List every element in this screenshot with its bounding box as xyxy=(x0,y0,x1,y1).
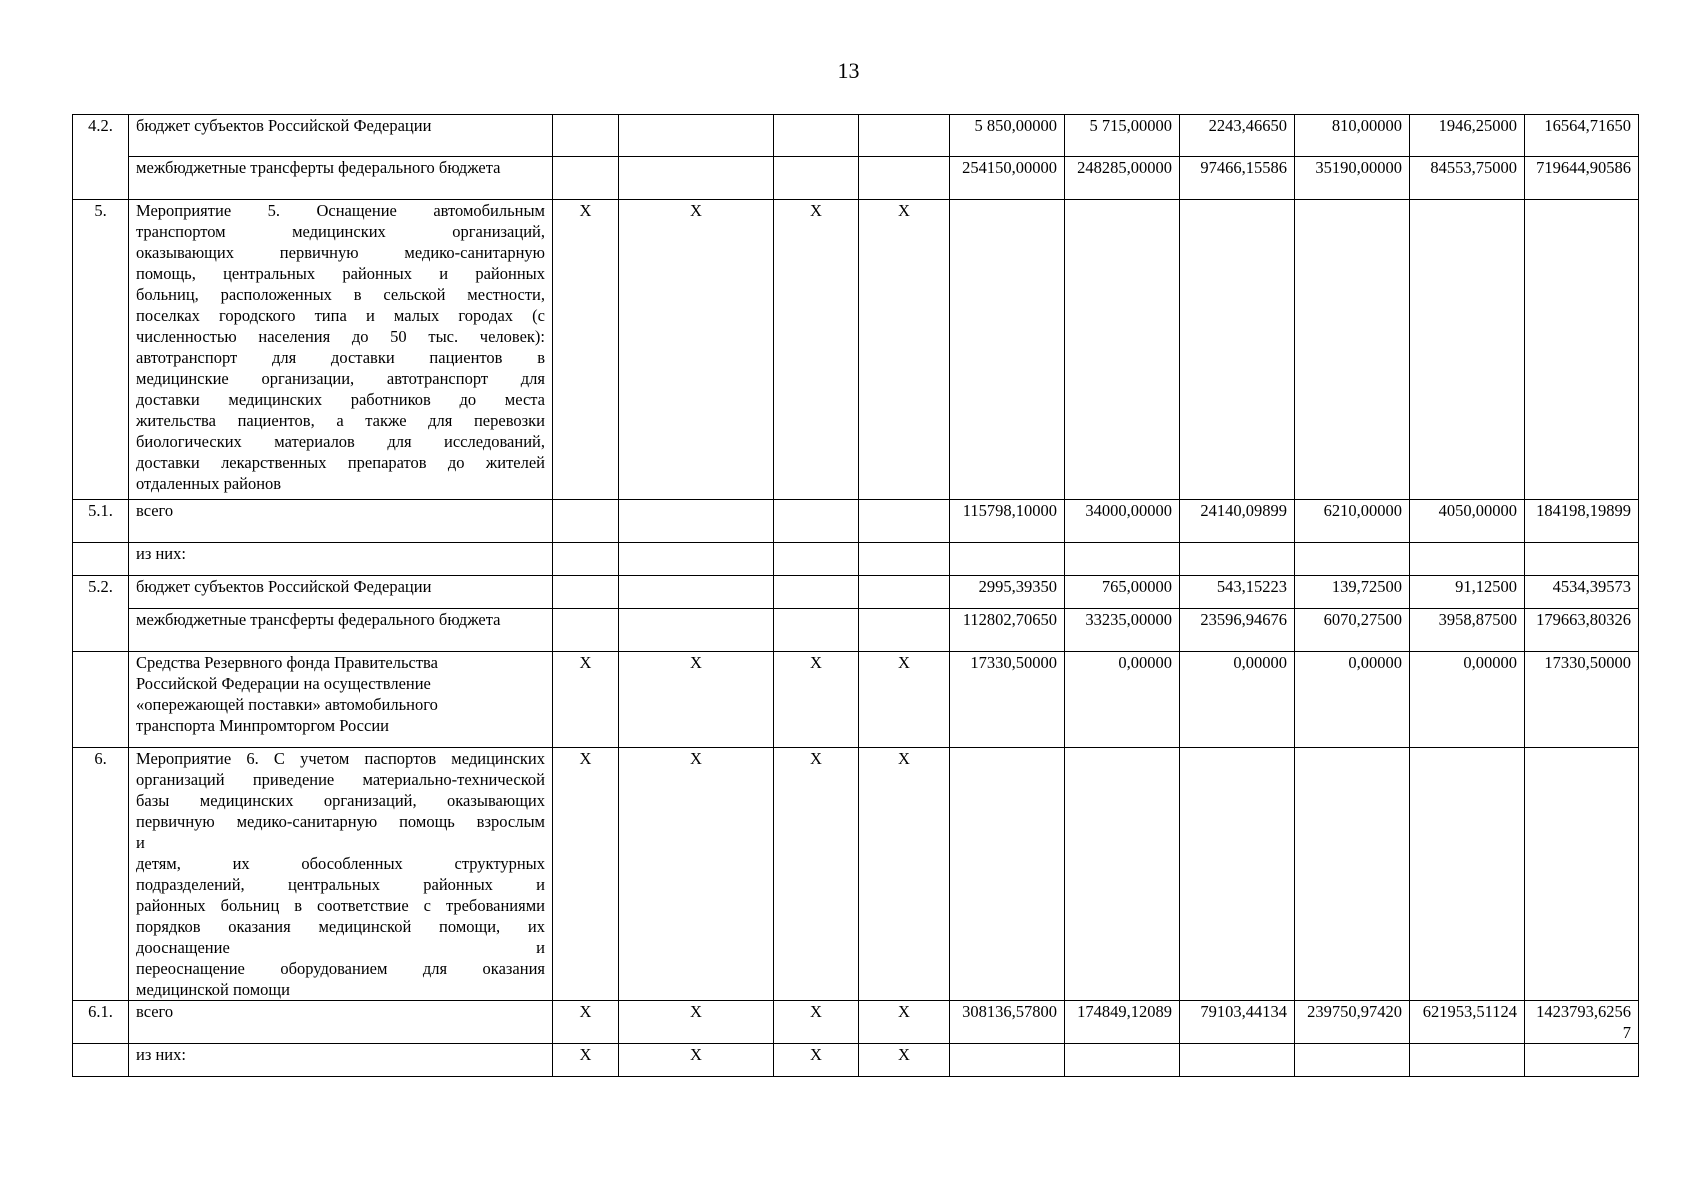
x-mark: X xyxy=(859,652,950,748)
value-cell: 810,00000 xyxy=(1295,115,1410,157)
value-cell: 0,00000 xyxy=(1065,652,1180,748)
value-cell: 23596,94676 xyxy=(1180,609,1295,652)
text-line: Российской Федерации на осуществление xyxy=(136,674,431,693)
value-cell: 5 850,00000 xyxy=(950,115,1065,157)
x-mark: X xyxy=(553,652,619,748)
value-cell: 2995,39350 xyxy=(950,576,1065,609)
text-line: оказывающих первичную медико-санитарную xyxy=(136,243,545,262)
row-label: всего xyxy=(129,1001,553,1044)
text-line: медицинской помощи xyxy=(136,980,290,999)
value-cell: 91,12500 xyxy=(1410,576,1525,609)
x-mark: X xyxy=(553,200,619,500)
value-cell: 24140,09899 xyxy=(1180,500,1295,543)
value-cell: 0,00000 xyxy=(1180,652,1295,748)
value-cell: 6210,00000 xyxy=(1295,500,1410,543)
text-line: Мероприятие 6. С учетом паспортов медицинских xyxy=(136,749,545,768)
row-label: межбюджетные трансферты федерального бюджета xyxy=(129,157,553,200)
value-cell: 33235,00000 xyxy=(1065,609,1180,652)
value-cell: 112802,70650 xyxy=(950,609,1065,652)
table-row-5-1 xyxy=(73,500,1639,543)
value-cell: 1946,25000 xyxy=(1410,115,1525,157)
text-line: отдаленных районов xyxy=(136,474,282,493)
value-cell: 308136,57800 xyxy=(950,1001,1065,1044)
table-row-6-1-of-them xyxy=(73,1044,1639,1077)
row-label: бюджет субъектов Российской Федерации xyxy=(129,576,553,609)
row-description xyxy=(129,748,553,1001)
value-cell: 3958,87500 xyxy=(1410,609,1525,652)
row-label: из них: xyxy=(129,543,553,576)
x-mark: X xyxy=(859,748,950,1001)
value-cell: 5 715,00000 xyxy=(1065,115,1180,157)
text-line: транспортом медицинских организаций, xyxy=(136,222,545,241)
row-label: из них: xyxy=(129,1044,553,1077)
row-number: 5.1. xyxy=(73,500,129,543)
row-number: 6.1. xyxy=(73,1001,129,1044)
value-cell: 6070,27500 xyxy=(1295,609,1410,652)
value-cell: 4050,00000 xyxy=(1410,500,1525,543)
value-cell: 17330,50000 xyxy=(950,652,1065,748)
page-number: 13 xyxy=(837,58,860,83)
value-cell: 1423793,62567 xyxy=(1525,1001,1639,1044)
x-mark: X xyxy=(774,1001,859,1044)
x-mark: X xyxy=(859,1001,950,1044)
value-cell: 84553,75000 xyxy=(1410,157,1525,200)
value-cell: 543,15223 xyxy=(1180,576,1295,609)
table-row-5-2-budget xyxy=(73,576,1639,609)
text-line: биологических материалов для исследований, xyxy=(136,432,545,451)
value-cell: 35190,00000 xyxy=(1295,157,1410,200)
text-line: организаций приведение материально-технической xyxy=(136,770,545,789)
text-line: Средства Резервного фонда Правительства xyxy=(136,653,438,672)
text-line: автотранспорт для доставки пациентов в xyxy=(136,348,545,367)
value-cell: 254150,00000 xyxy=(950,157,1065,200)
text-line: транспорта Минпромторгом России xyxy=(136,716,389,735)
text-line: «опережающей поставки» автомобильного xyxy=(136,695,438,714)
row-label: межбюджетные трансферты федерального бюджета xyxy=(129,609,553,652)
text-line: районных больниц в соответствие с требованиями xyxy=(136,896,545,915)
text-line: порядков оказания медицинской помощи, их xyxy=(136,917,545,936)
value-cell: 0,00000 xyxy=(1295,652,1410,748)
value-cell: 115798,10000 xyxy=(950,500,1065,543)
value-cell: 2243,46650 xyxy=(1180,115,1295,157)
x-mark: X xyxy=(553,1044,619,1077)
text-line: детям, их обособленных структурных xyxy=(136,854,545,873)
x-mark: X xyxy=(619,748,774,1001)
value-cell: 174849,12089 xyxy=(1065,1001,1180,1044)
text-line: медицинские организации, автотранспорт для xyxy=(136,369,545,388)
x-mark: X xyxy=(859,200,950,500)
value-cell: 17330,50000 xyxy=(1525,652,1639,748)
text-line: первичную медико-санитарную помощь взрослым xyxy=(136,812,545,831)
row-label: бюджет субъектов Российской Федерации xyxy=(129,115,553,157)
value-cell: 16564,71650 xyxy=(1525,115,1639,157)
table-row-6-1 xyxy=(73,1001,1639,1044)
value-cell: 97466,15586 xyxy=(1180,157,1295,200)
x-mark: X xyxy=(774,1044,859,1077)
table-row-5-1-of-them xyxy=(73,543,1639,576)
text-line: доставки лекарственных препаратов до жителей xyxy=(136,453,545,472)
x-mark: X xyxy=(859,1044,950,1077)
x-mark: X xyxy=(774,200,859,500)
table-row-reserve-fund xyxy=(73,652,1639,748)
x-mark: X xyxy=(619,1001,774,1044)
x-mark: X xyxy=(553,1001,619,1044)
value-cell: 179663,80326 xyxy=(1525,609,1639,652)
x-mark: X xyxy=(619,1044,774,1077)
text-line: численностью населения до 50 тыс. человек): xyxy=(136,327,545,346)
row-number: 6. xyxy=(73,748,129,1001)
value-cell: 4534,39573 xyxy=(1525,576,1639,609)
x-mark: X xyxy=(619,652,774,748)
row-description xyxy=(129,652,553,748)
value-cell: 239750,97420 xyxy=(1295,1001,1410,1044)
text-line: больниц, расположенных в сельской местности, xyxy=(136,285,545,304)
value-cell: 184198,19899 xyxy=(1525,500,1639,543)
value-cell: 621953,51124 xyxy=(1410,1001,1525,1044)
text-line: доставки медицинских работников до места xyxy=(136,390,545,409)
x-mark: X xyxy=(553,748,619,1001)
value-cell: 34000,00000 xyxy=(1065,500,1180,543)
table-row-5 xyxy=(73,200,1639,500)
x-mark: X xyxy=(619,200,774,500)
value-cell: 0,00000 xyxy=(1410,652,1525,748)
text-line: поселках городского типа и малых городах (с xyxy=(136,306,545,325)
text-line: жительства пациентов, а также для перевозки xyxy=(136,411,545,430)
funding-table xyxy=(72,114,1639,1077)
value-cell: 765,00000 xyxy=(1065,576,1180,609)
row-number: 4.2. xyxy=(73,115,129,200)
text-line: и xyxy=(136,833,145,852)
text-line: помощь, центральных районных и районных xyxy=(136,264,545,283)
value-cell: 139,72500 xyxy=(1295,576,1410,609)
table-row-5-2-transfer xyxy=(73,609,1639,652)
table-row-4-2-transfer xyxy=(73,157,1639,200)
row-label: всего xyxy=(129,500,553,543)
row-number: 5.2. xyxy=(73,576,129,652)
text-line: Мероприятие 5. Оснащение автомобильным xyxy=(136,201,545,220)
row-number: 5. xyxy=(73,200,129,500)
text-line: базы медицинских организаций, оказывающих xyxy=(136,791,545,810)
x-mark: X xyxy=(774,652,859,748)
x-mark: X xyxy=(774,748,859,1001)
value-cell: 248285,00000 xyxy=(1065,157,1180,200)
text-line: переоснащение оборудованием для оказания xyxy=(136,959,545,978)
row-description xyxy=(129,200,553,500)
text-line: дооснащение и xyxy=(136,938,545,957)
table-row-6 xyxy=(73,748,1639,1001)
text-line: подразделений, центральных районных и xyxy=(136,875,545,894)
value-cell: 719644,90586 xyxy=(1525,157,1639,200)
table-row-4-2-budget xyxy=(73,115,1639,157)
value-cell: 79103,44134 xyxy=(1180,1001,1295,1044)
